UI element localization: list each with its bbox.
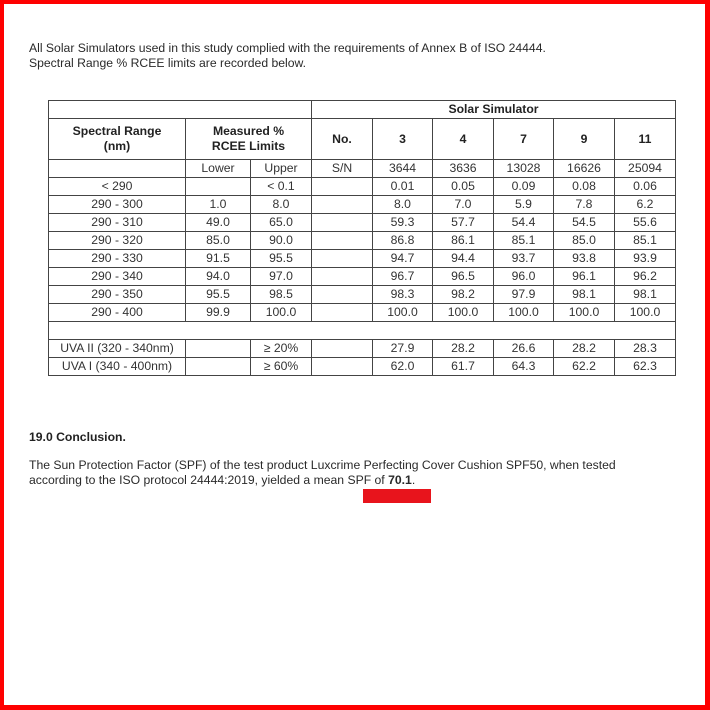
table-header-row: [49, 119, 676, 160]
measured-value-cell: 0.08: [554, 178, 615, 196]
empty-no-cell: [312, 214, 373, 232]
spectral-range-cell: 290 - 400: [49, 304, 186, 322]
upper-limit-cell: 100.0: [251, 304, 312, 322]
table-row: [49, 268, 676, 286]
upper-limit-cell: 90.0: [251, 232, 312, 250]
measured-value-cell: 62.2: [554, 358, 615, 376]
measured-value-cell: 85.0: [554, 232, 615, 250]
measured-value-cell: 62.3: [615, 358, 676, 376]
measured-value-cell: 64.3: [494, 358, 554, 376]
rcee-limits-table: [48, 100, 676, 376]
measured-value-cell: 86.8: [373, 232, 433, 250]
measured-value-cell: 94.4: [433, 250, 494, 268]
measured-value-cell: 96.0: [494, 268, 554, 286]
measured-rcee-header: [186, 119, 312, 160]
measured-value-cell: 96.2: [615, 268, 676, 286]
lower-limit-cell: 94.0: [186, 268, 251, 286]
measured-label: Measured %: [212, 124, 285, 138]
table-row: [49, 214, 676, 232]
lower-limit-cell: 1.0: [186, 196, 251, 214]
measured-value-cell: 28.2: [554, 340, 615, 358]
measured-value-cell: 93.9: [615, 250, 676, 268]
measured-value-cell: 54.5: [554, 214, 615, 232]
upper-subheader: Upper: [251, 160, 312, 178]
empty-no-cell: [312, 178, 373, 196]
spectral-range-unit: (nm): [103, 139, 131, 153]
measured-value-cell: 62.0: [373, 358, 433, 376]
table-row: [49, 196, 676, 214]
measured-value-cell: 28.3: [615, 340, 676, 358]
measured-value-cell: 8.0: [373, 196, 433, 214]
conclusion-line-1: The Sun Protection Factor (SPF) of the test product Luxcrime Perfecting Cover Cushion SPF50, when tested: [29, 458, 616, 472]
spectral-range-cell: 290 - 330: [49, 250, 186, 268]
lower-limit-cell: 91.5: [186, 250, 251, 268]
measured-value-cell: 28.2: [433, 340, 494, 358]
empty-no-cell: [312, 340, 373, 358]
simulator-number: 9: [554, 119, 615, 160]
measured-value-cell: 5.9: [494, 196, 554, 214]
table-row: [49, 250, 676, 268]
table-group-header-row: [49, 101, 676, 119]
empty-no-cell: [312, 232, 373, 250]
measured-value-cell: 54.4: [494, 214, 554, 232]
simulator-number: 7: [494, 119, 554, 160]
measured-value-cell: 26.6: [494, 340, 554, 358]
measured-value-cell: 27.9: [373, 340, 433, 358]
empty-no-cell: [312, 304, 373, 322]
measured-value-cell: 55.6: [615, 214, 676, 232]
upper-limit-cell: 65.0: [251, 214, 312, 232]
serial-number: 16626: [554, 160, 615, 178]
measured-value-cell: 93.8: [554, 250, 615, 268]
intro-line-2: Spectral Range % RCEE limits are recorded below.: [29, 56, 307, 70]
measured-value-cell: 98.1: [554, 286, 615, 304]
table-row: [49, 286, 676, 304]
rcee-limits-label: RCEE Limits: [211, 139, 286, 153]
no-header: No.: [312, 119, 373, 160]
measured-value-cell: 100.0: [615, 304, 676, 322]
measured-value-cell: 59.3: [373, 214, 433, 232]
empty-cell: [49, 160, 186, 178]
lower-limit-cell: 49.0: [186, 214, 251, 232]
uva-row: [49, 358, 676, 376]
measured-value-cell: 100.0: [433, 304, 494, 322]
measured-value-cell: 98.2: [433, 286, 494, 304]
measured-value-cell: 85.1: [494, 232, 554, 250]
simulator-number: 3: [373, 119, 433, 160]
red-redaction-bar: [363, 489, 431, 503]
sn-subheader: S/N: [312, 160, 373, 178]
mean-spf-value: 70.1: [388, 473, 412, 487]
empty-no-cell: [312, 268, 373, 286]
empty-no-cell: [312, 286, 373, 304]
empty-no-cell: [312, 196, 373, 214]
lower-limit-cell: [186, 358, 251, 376]
measured-value-cell: 0.01: [373, 178, 433, 196]
table-subheader-row: [49, 160, 676, 178]
lower-limit-cell: 99.9: [186, 304, 251, 322]
spectral-range-header: [49, 119, 186, 160]
spectral-range-cell: UVA I (340 - 400nm): [49, 358, 186, 376]
serial-number: 25094: [615, 160, 676, 178]
serial-number: 3636: [433, 160, 494, 178]
empty-no-cell: [312, 358, 373, 376]
solar-simulator-header: Solar Simulator: [312, 101, 676, 119]
measured-value-cell: 98.3: [373, 286, 433, 304]
simulator-number: 4: [433, 119, 494, 160]
measured-value-cell: 96.7: [373, 268, 433, 286]
measured-value-cell: 86.1: [433, 232, 494, 250]
table-row: [49, 304, 676, 322]
measured-value-cell: 6.2: [615, 196, 676, 214]
upper-limit-cell: 95.5: [251, 250, 312, 268]
intro-paragraph: [29, 41, 546, 71]
upper-limit-cell: 97.0: [251, 268, 312, 286]
table-row: [49, 178, 676, 196]
lower-limit-cell: [186, 340, 251, 358]
spectral-range-cell: 290 - 340: [49, 268, 186, 286]
lower-limit-cell: 95.5: [186, 286, 251, 304]
spacer-cell: [49, 322, 676, 340]
spectral-range-cell: UVA II (320 - 340nm): [49, 340, 186, 358]
upper-limit-cell: ≥ 20%: [251, 340, 312, 358]
measured-value-cell: 0.05: [433, 178, 494, 196]
measured-value-cell: 96.5: [433, 268, 494, 286]
measured-value-cell: 0.09: [494, 178, 554, 196]
measured-value-cell: 57.7: [433, 214, 494, 232]
spectral-range-cell: < 290: [49, 178, 186, 196]
lower-limit-cell: [186, 178, 251, 196]
measured-value-cell: 85.1: [615, 232, 676, 250]
conclusion-line-2: [29, 473, 689, 488]
conclusion-paragraph: [29, 458, 689, 488]
measured-value-cell: 94.7: [373, 250, 433, 268]
measured-value-cell: 100.0: [554, 304, 615, 322]
spectral-range-cell: 290 - 320: [49, 232, 186, 250]
document-page: [4, 4, 705, 705]
measured-value-cell: 7.0: [433, 196, 494, 214]
serial-number: 13028: [494, 160, 554, 178]
conclusion-period: .: [411, 473, 416, 487]
empty-header-cell: [49, 101, 312, 119]
measured-value-cell: 96.1: [554, 268, 615, 286]
measured-value-cell: 93.7: [494, 250, 554, 268]
empty-no-cell: [312, 250, 373, 268]
uva-row: [49, 340, 676, 358]
spectral-range-cell: 290 - 300: [49, 196, 186, 214]
upper-limit-cell: < 0.1: [251, 178, 312, 196]
conclusion-line-2-text: according to the ISO protocol 24444:2019, yielded a mean SPF of: [29, 473, 389, 487]
measured-value-cell: 0.06: [615, 178, 676, 196]
spectral-range-cell: 290 - 310: [49, 214, 186, 232]
intro-line-1: All Solar Simulators used in this study complied with the requirements of Annex B of ISO 24444.: [29, 41, 546, 55]
serial-number: 3644: [373, 160, 433, 178]
measured-value-cell: 61.7: [433, 358, 494, 376]
upper-limit-cell: 8.0: [251, 196, 312, 214]
table-row: [49, 232, 676, 250]
measured-value-cell: 98.1: [615, 286, 676, 304]
conclusion-heading: 19.0 Conclusion.: [29, 430, 126, 444]
spectral-range-cell: 290 - 350: [49, 286, 186, 304]
spacer-row: [49, 322, 676, 340]
upper-limit-cell: 98.5: [251, 286, 312, 304]
lower-limit-cell: 85.0: [186, 232, 251, 250]
measured-value-cell: 100.0: [494, 304, 554, 322]
measured-value-cell: 100.0: [373, 304, 433, 322]
measured-value-cell: 7.8: [554, 196, 615, 214]
lower-subheader: Lower: [186, 160, 251, 178]
measured-value-cell: 97.9: [494, 286, 554, 304]
spectral-range-label: Spectral Range: [72, 124, 162, 138]
simulator-number: 11: [615, 119, 676, 160]
upper-limit-cell: ≥ 60%: [251, 358, 312, 376]
